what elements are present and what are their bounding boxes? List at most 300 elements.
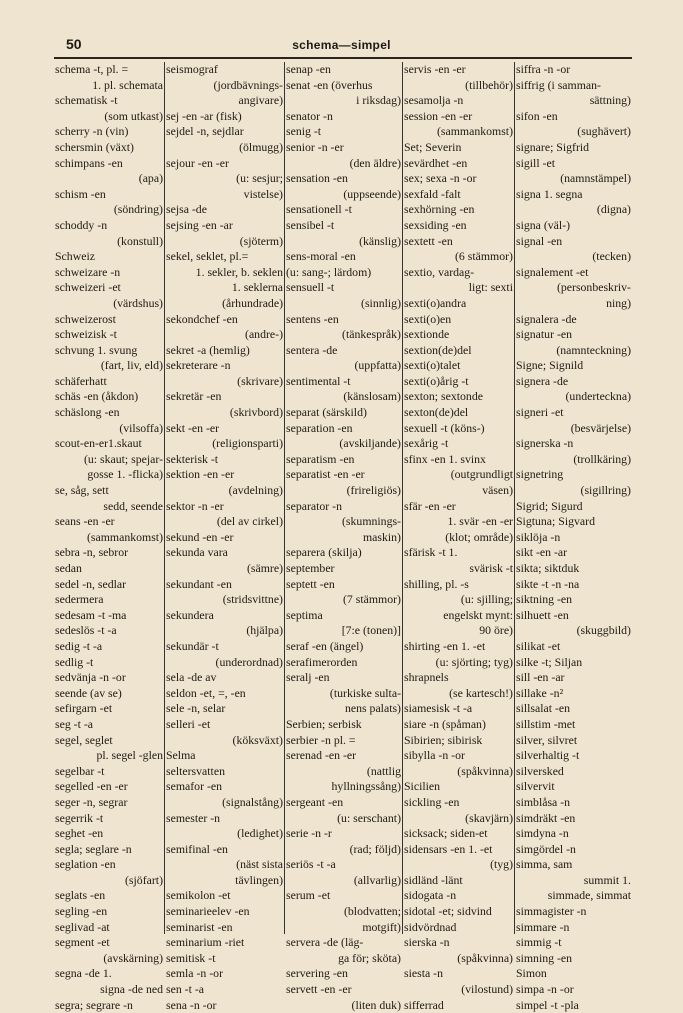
entry-line: seende (av se) xyxy=(55,685,122,700)
entry-line: (signalstång) xyxy=(222,794,283,809)
entry-line: ga för; sköta) xyxy=(338,950,401,965)
entry-line: sele -n, selar xyxy=(166,701,226,716)
entry-line: signera -de xyxy=(516,373,569,388)
entry-line: seans -en -er xyxy=(55,514,115,529)
entry-line: silvervit xyxy=(516,779,555,794)
entry-line: Sibirien; sibirisk xyxy=(404,732,483,747)
entry-line: signetring xyxy=(516,467,564,482)
entry-line: sentens -en xyxy=(286,311,339,326)
entry-line: ning) xyxy=(606,295,631,310)
entry-line: separatism -en xyxy=(286,451,355,466)
entry-line: silversked xyxy=(516,763,564,778)
column-3 xyxy=(285,62,403,1012)
entry-line: shrapnels xyxy=(404,670,449,685)
entry-line: seglivad -at xyxy=(55,919,110,934)
entry-line: schweizisk -t xyxy=(55,327,117,342)
entry-line: schema -t, pl. = xyxy=(55,62,129,76)
entry-line: sens-moral -en xyxy=(286,249,356,264)
column-5 xyxy=(515,62,632,1012)
entry-line: seltersvatten xyxy=(166,763,225,778)
entry-line: sidländ -länt xyxy=(404,872,463,887)
entry-line: sekreterare -n xyxy=(166,358,231,373)
entry-line: sensation -en xyxy=(286,171,348,186)
entry-line: Serbien; serbisk xyxy=(286,716,362,731)
entry-line: (u: sjilling; xyxy=(460,592,513,607)
entry-line: Selma xyxy=(166,748,196,763)
entry-line: sicksack; siden-et xyxy=(404,826,488,841)
entry-line: sen -t -a xyxy=(166,982,204,997)
entry-line: schematisk -t xyxy=(55,93,118,108)
entry-line: (liten duk) xyxy=(351,997,401,1012)
entry-line: Set; Severin xyxy=(404,139,462,154)
entry-line: serafimerorden xyxy=(286,654,358,669)
entry-line: (söndring) xyxy=(113,202,163,217)
entry-line: (apa) xyxy=(138,171,163,186)
entry-line: simmig -t xyxy=(516,935,562,950)
entry-line: signa 1. segna xyxy=(516,186,583,201)
entry-line: sedan xyxy=(55,561,82,575)
entry-line: sekund -en -er xyxy=(166,529,234,544)
entry-line: sexhörning -en xyxy=(404,202,475,217)
entry-line: (allvarlig) xyxy=(353,872,401,887)
entry-line: semla -n -or xyxy=(166,966,223,981)
entry-line: siktning -en xyxy=(516,592,573,607)
entry-line: sejsing -en -ar xyxy=(166,217,233,232)
entry-line: senap -en xyxy=(286,62,331,76)
entry-columns xyxy=(54,62,632,1012)
entry-line: segel, seglet xyxy=(55,732,113,747)
entry-line: sillsalat -en xyxy=(516,701,571,716)
entry-line: sedvänja -n -or xyxy=(55,670,126,685)
entry-line: serbier -n pl. = xyxy=(286,732,356,747)
entry-line: sevärdhet -en xyxy=(404,155,468,170)
entry-line: sedig -t -a xyxy=(55,638,103,653)
entry-line: schoddy -n xyxy=(55,217,108,232)
entry-line: (spåkvinna) xyxy=(457,950,513,965)
entry-line: signerska -n xyxy=(516,436,574,451)
entry-line: serie -n -r xyxy=(286,826,332,841)
entry-line: Simon xyxy=(516,966,547,981)
entry-line: sierska -n xyxy=(404,935,450,950)
entry-line: (skuggbild) xyxy=(576,623,631,638)
entry-line: engelskt mynt: xyxy=(443,607,513,622)
entry-line: signatur -en xyxy=(516,327,573,342)
entry-line: seg -t -a xyxy=(55,716,93,731)
entry-line: (u: sang-; lärdom) xyxy=(286,264,372,279)
entry-line: scout-en-er1.skaut xyxy=(55,436,142,451)
entry-line: (vilsoffa) xyxy=(119,420,163,435)
entry-line: sfärisk -t 1. xyxy=(404,545,458,560)
entry-line: sikte -t -n -na xyxy=(516,576,580,591)
entry-line: (u: skaut; spejar- xyxy=(83,451,163,466)
entry-line: sättning) xyxy=(589,93,631,108)
entry-line: silverhaltig -t xyxy=(516,748,580,763)
entry-line: sedd, seende xyxy=(103,498,163,513)
entry-line: (värdshus) xyxy=(113,295,163,310)
entry-line: (avskärning) xyxy=(103,950,163,965)
entry-line: sexsiding -en xyxy=(404,217,467,232)
entry-line: siesta -n xyxy=(404,966,443,981)
entry-line: sebra -n, sebror xyxy=(55,545,129,560)
entry-line: sexfald -falt xyxy=(404,186,461,201)
entry-line: senig -t xyxy=(286,124,322,139)
entry-line: (turkiske sulta- xyxy=(329,685,401,700)
entry-line: sejour -en -er xyxy=(166,155,229,170)
entry-line: (skrivare) xyxy=(237,373,283,388)
entry-line: (avskiljande) xyxy=(339,436,401,451)
entry-line: sekterisk -t xyxy=(166,451,219,466)
entry-line: nens palats) xyxy=(344,701,401,716)
entry-line: gosse 1. -flicka) xyxy=(87,467,163,482)
entry-line: separation -en xyxy=(286,420,353,435)
entry-line: schism -en xyxy=(55,186,106,201)
entry-line: (u: sesjur; xyxy=(236,171,283,186)
entry-line: simdyna -n xyxy=(516,826,569,841)
entry-line: siffrig (i samman- xyxy=(516,77,601,92)
entry-line: 1. svär -en -er xyxy=(447,514,513,529)
entry-line: (skavjärn) xyxy=(465,810,513,825)
entry-line: schäslong -en xyxy=(55,405,120,420)
entry-line: sedesam -t -ma xyxy=(55,607,127,622)
entry-line: (7 stämmor) xyxy=(343,592,401,607)
entry-line: senator -n xyxy=(286,108,333,123)
entry-line: sidvördnad xyxy=(404,919,457,934)
entry-line: sexti(o)talet xyxy=(404,358,461,373)
entry-line: servera -de (läg- xyxy=(286,935,364,950)
entry-line: sextio, vardag- xyxy=(404,264,475,279)
entry-line: sejdel -n, sejdlar xyxy=(166,124,244,139)
entry-line: (u: serschant) xyxy=(337,810,401,825)
entry-line: sentimental -t xyxy=(286,373,351,388)
entry-line: segment -et xyxy=(55,935,110,950)
entry-line: scherry -n (vin) xyxy=(55,124,129,139)
entry-line: (sughävert) xyxy=(577,124,631,139)
entry-line: sfär -en -er xyxy=(404,498,456,513)
entry-line: separator -n xyxy=(286,498,343,513)
entry-line: (som utkast) xyxy=(104,108,163,123)
entry-line: sej -en -ar (fisk) xyxy=(166,108,242,123)
entry-line: sexti(o)årig -t xyxy=(404,373,469,388)
entry-line: servett -en -er xyxy=(286,982,352,997)
entry-line: 1. pl. schemata xyxy=(92,77,163,92)
entry-line: segla; seglare -n xyxy=(55,841,132,856)
entry-line: shilling, pl. -s xyxy=(404,576,469,591)
entry-line: sillake -n² xyxy=(516,685,564,700)
entry-line: sidogata -n xyxy=(404,888,457,903)
entry-line: semikolon -et xyxy=(166,888,231,903)
entry-line: simma, sam xyxy=(516,857,573,872)
entry-line: seghet -en xyxy=(55,826,104,841)
entry-line: (personbeskriv- xyxy=(556,280,631,295)
entry-line: sidensars -en 1. -et xyxy=(404,841,493,856)
entry-line: schweizeri -et xyxy=(55,280,121,295)
entry-line: sekundär -t xyxy=(166,638,219,653)
running-head: schema—simpel xyxy=(292,38,391,52)
entry-line: servis -en -er xyxy=(404,62,466,76)
entry-line: serum -et xyxy=(286,888,331,903)
entry-line: sentera -de xyxy=(286,342,338,357)
entry-line: serenad -en -er xyxy=(286,748,357,763)
entry-line: schimpans -en xyxy=(55,155,123,170)
entry-line: (vilostund) xyxy=(461,982,513,997)
entry-line: sexuell -t (köns-) xyxy=(404,420,485,435)
entry-line: sexårig -t xyxy=(404,436,449,451)
entry-line: (religionsparti) xyxy=(212,436,283,451)
entry-line: sekundera xyxy=(166,607,214,622)
entry-line: sexton(de)del xyxy=(404,405,469,420)
entry-line: segerrik -t xyxy=(55,810,104,825)
entry-line: (del av cirkel) xyxy=(216,514,283,529)
entry-line: vistelse) xyxy=(243,186,283,201)
entry-line: sextionde xyxy=(404,327,450,342)
entry-line: (andre-) xyxy=(245,327,283,342)
entry-line: (underordnad) xyxy=(215,654,283,669)
entry-line: seminarium -riet xyxy=(166,935,245,950)
entry-line: sexton; sextonde xyxy=(404,389,483,404)
entry-line: sill -en -ar xyxy=(516,670,565,685)
entry-line: seldon -et, =, -en xyxy=(166,685,246,700)
entry-line: schersmin (växt) xyxy=(55,139,134,154)
entry-line: siffra -n -or xyxy=(516,62,571,76)
entry-line: sikta; siktduk xyxy=(516,561,580,575)
entry-line: (ölmugg) xyxy=(239,139,283,154)
entry-line: (blodvatten; xyxy=(343,904,401,919)
entry-line: Sicilien xyxy=(404,779,441,794)
entry-line: simblåsa -n xyxy=(516,794,571,809)
entry-line: motgift) xyxy=(362,919,401,934)
entry-line: semifinal -en xyxy=(166,841,228,856)
entry-line: (se kartesch!) xyxy=(449,685,513,700)
entry-line: hyllningssång) xyxy=(331,779,401,794)
entry-line: sex; sexa -n -or xyxy=(404,171,477,186)
entry-line: signare; Sigfrid xyxy=(516,139,590,154)
entry-line: sexti(o)en xyxy=(404,311,452,326)
entry-line: sekel, seklet, pl.= xyxy=(166,249,249,264)
entry-line: siklöja -n xyxy=(516,529,561,544)
entry-line: (besvärjelse) xyxy=(570,420,631,435)
entry-line: separat (särskild) xyxy=(286,405,367,420)
entry-line: simpel -t -pla xyxy=(516,997,579,1012)
entry-line: semafor -en xyxy=(166,779,223,794)
entry-line: (skrivbord) xyxy=(229,405,283,420)
entry-line: seglation -en xyxy=(55,857,116,872)
entry-line: (klot; område) xyxy=(445,529,513,544)
entry-line: sibylla -n -or xyxy=(404,748,465,763)
entry-line: (6 stämmor) xyxy=(455,249,513,264)
entry-line: sickling -en xyxy=(404,794,460,809)
entry-line: (fart, liv, eld) xyxy=(100,358,163,373)
entry-line: separatist -en -er xyxy=(286,467,365,482)
entry-line: seger -n, segrar xyxy=(55,794,128,809)
entry-line: (jordbävnings- xyxy=(213,77,283,92)
entry-line: (digna) xyxy=(596,202,631,217)
entry-line: ligt: sexti xyxy=(468,280,513,295)
entry-line: väsen) xyxy=(482,483,513,498)
entry-line: angivare) xyxy=(238,93,283,108)
entry-line: sensationell -t xyxy=(286,202,352,217)
entry-line: sigill -et xyxy=(516,155,555,170)
entry-line: sensibel -t xyxy=(286,217,335,232)
entry-line: summit 1. xyxy=(583,872,631,887)
entry-line: sekret -a (hemlig) xyxy=(166,342,250,357)
entry-line: septett -en xyxy=(286,576,335,591)
entry-line: sifon -en xyxy=(516,108,558,123)
entry-line: seralj -en xyxy=(286,670,330,685)
entry-line: sejsa -de xyxy=(166,202,207,217)
entry-line: (tecken) xyxy=(592,249,631,264)
entry-line: (frireligiös) xyxy=(346,483,401,498)
entry-line: 90 öre) xyxy=(479,623,513,638)
entry-line: (spåkvinna) xyxy=(457,763,513,778)
entry-line: Schweiz xyxy=(55,249,95,264)
entry-line: simmagister -n xyxy=(516,904,587,919)
entry-line: session -en -er xyxy=(404,108,473,123)
entry-line: (sjöfart) xyxy=(125,872,163,887)
entry-line: segra; segrare -n xyxy=(55,997,133,1012)
entry-line: pl. segel -glen xyxy=(96,748,163,763)
entry-line: schweizare -n xyxy=(55,264,121,279)
entry-line: (känslig) xyxy=(359,233,401,248)
entry-line: silhuett -en xyxy=(516,607,569,622)
entry-line: (rad; följd) xyxy=(349,841,401,856)
entry-line: semester -n xyxy=(166,810,221,825)
entry-line: (konstull) xyxy=(117,233,163,248)
entry-line: sekt -en -er xyxy=(166,420,220,435)
entry-line: 1. seklerna xyxy=(231,280,283,295)
entry-line: segling -en xyxy=(55,904,108,919)
entry-line: siare -n (spåman) xyxy=(404,716,486,731)
entry-line: (tyg) xyxy=(490,857,513,872)
entry-line: sesamolja -n xyxy=(404,93,464,108)
entry-line: sergeant -en xyxy=(286,794,344,809)
entry-line: Signe; Signild xyxy=(516,358,584,373)
entry-line: segna -de 1. xyxy=(55,966,112,981)
column-2 xyxy=(165,62,285,1012)
entry-line: selleri -et xyxy=(166,716,211,731)
entry-line: sedel -n, sedlar xyxy=(55,576,127,591)
entry-line: sextett -en xyxy=(404,233,453,248)
entry-line: silke -t; Siljan xyxy=(516,654,583,669)
entry-line: se, såg, sett xyxy=(55,483,109,498)
entry-line: sikt -en -ar xyxy=(516,545,568,560)
entry-line: Sigrid; Sigurd xyxy=(516,498,583,513)
entry-line: (sjöterm) xyxy=(239,233,283,248)
entry-line: seraf -en (ängel) xyxy=(286,638,364,653)
entry-line: signalement -et xyxy=(516,264,589,279)
entry-line: simpa -n -or xyxy=(516,982,574,997)
entry-line: (sigillring) xyxy=(580,483,631,498)
column-1 xyxy=(54,62,165,1012)
entry-line: sekunda vara xyxy=(166,545,228,560)
entry-line: schvung 1. svung xyxy=(55,342,138,357)
entry-line: (avdelning) xyxy=(228,483,283,498)
entry-line: sextion(de)del xyxy=(404,342,472,357)
entry-line: maskin) xyxy=(362,529,401,544)
entry-line: simmare -n xyxy=(516,919,570,934)
entry-line: segelbar -t xyxy=(55,763,105,778)
entry-line: sektor -n -er xyxy=(166,498,224,513)
entry-line: simning -en xyxy=(516,950,573,965)
entry-line: (sammankomst) xyxy=(86,529,163,544)
entry-line: senior -n -er xyxy=(286,139,344,154)
entry-line: svärisk -t xyxy=(469,561,513,575)
entry-line: sekondchef -en xyxy=(166,311,238,326)
entry-line: silikat -et xyxy=(516,638,561,653)
entry-line: sela -de av xyxy=(166,670,217,685)
entry-line: sedlig -t xyxy=(55,654,94,669)
entry-line: silver, silvret xyxy=(516,732,578,747)
entry-line: simgördel -n xyxy=(516,841,576,856)
entry-line: sekretär -en xyxy=(166,389,222,404)
entry-line: shirting -en 1. -et xyxy=(404,638,486,653)
entry-line: sekundant -en xyxy=(166,576,232,591)
entry-line: servering -en xyxy=(286,966,348,981)
entry-line: [7:e (tonen)] xyxy=(341,623,401,638)
entry-line: sedeslös -t -a xyxy=(55,623,117,638)
entry-line: (uppseende) xyxy=(343,186,401,201)
entry-line: siamesisk -t -a xyxy=(404,701,473,716)
entry-line: simmade, simmat xyxy=(547,888,631,903)
entry-line: sillstim -met xyxy=(516,716,576,731)
entry-line: (outgrundligt xyxy=(450,467,513,482)
entry-line: senat -en (överhus xyxy=(286,77,373,92)
entry-line: Sigtuna; Sigvard xyxy=(516,514,595,529)
entry-line: (hjälpa) xyxy=(246,623,283,638)
entry-line: (skumnings- xyxy=(342,514,401,529)
entry-line: (tänkespråk) xyxy=(342,327,401,342)
entry-line: (den äldre) xyxy=(349,155,401,170)
entry-line: sedermera xyxy=(55,592,104,607)
entry-line: signa -de ned xyxy=(100,982,163,997)
entry-line: sexti(o)andra xyxy=(404,295,467,310)
entry-line: (namnteckning) xyxy=(556,342,631,357)
entry-line: simdräkt -en xyxy=(516,810,576,825)
entry-line: 1. sekler, b. seklen xyxy=(195,264,283,279)
entry-line: schäferhatt xyxy=(55,373,107,388)
entry-line: (u: sjörting; tyg) xyxy=(435,654,513,669)
entry-line: signeri -et xyxy=(516,405,564,420)
entry-line: (trollkäring) xyxy=(573,451,631,466)
entry-line: schweizerost xyxy=(55,311,116,326)
entry-line: sena -n -or xyxy=(166,997,217,1012)
entry-line: (sinnlig) xyxy=(361,295,401,310)
entry-line: segelled -en -er xyxy=(55,779,128,794)
entry-line: sidotal -et; sidvind xyxy=(404,904,492,919)
entry-line: sfinx -en 1. svinx xyxy=(404,451,486,466)
entry-line: seismograf xyxy=(166,62,218,76)
entry-line: (näst sista xyxy=(236,857,283,872)
entry-line: (nattlig xyxy=(366,763,401,778)
entry-line: (sämre) xyxy=(246,561,283,575)
entry-line: (namnstämpel) xyxy=(560,171,631,186)
entry-line: seglats -en xyxy=(55,888,106,903)
entry-line: (underteckna) xyxy=(565,389,631,404)
entry-line: septima xyxy=(286,607,323,622)
entry-line: (stridsvittne) xyxy=(222,592,283,607)
entry-line: signal -en xyxy=(516,233,563,248)
entry-line: signalera -de xyxy=(516,311,577,326)
entry-line: semitisk -t xyxy=(166,950,216,965)
entry-line: (århundrade) xyxy=(222,295,283,310)
entry-line: september xyxy=(286,561,335,575)
entry-line: i riksdag) xyxy=(356,93,401,108)
entry-line: seminarist -en xyxy=(166,919,233,934)
entry-line: schäs -en (åkdon) xyxy=(55,389,139,404)
entry-line: sektion -en -er xyxy=(166,467,235,482)
entry-line: (ledighet) xyxy=(237,826,283,841)
entry-line: tävlingen) xyxy=(235,872,283,887)
entry-line: (köksväxt) xyxy=(232,732,283,747)
